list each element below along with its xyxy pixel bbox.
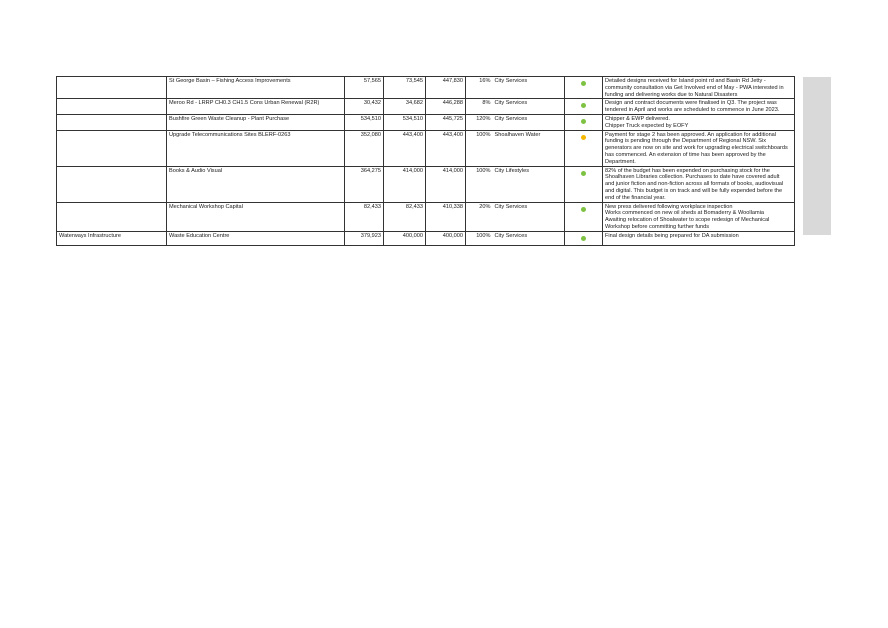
grey-side-panel bbox=[803, 77, 831, 235]
annual-budget-cell: 445,725 bbox=[426, 114, 466, 130]
ytd-budget-cell: 414,000 bbox=[384, 166, 426, 202]
commentary-line: community consultation via Get Involved end of May - PWA interested in bbox=[605, 84, 784, 91]
table-body bbox=[57, 77, 795, 246]
status-dot-icon bbox=[581, 103, 586, 108]
commentary-line: Department. bbox=[605, 158, 636, 165]
ytd-actual-cell: 352,080 bbox=[345, 130, 384, 166]
ytd-budget-cell: 400,000 bbox=[384, 231, 426, 245]
commentary-cell bbox=[603, 130, 795, 166]
percent-cell: 120% bbox=[466, 114, 493, 130]
capital-projects-table bbox=[56, 76, 795, 246]
commentary-cell bbox=[603, 231, 795, 245]
annual-budget-cell: 414,000 bbox=[426, 166, 466, 202]
status-cell bbox=[565, 202, 603, 231]
commentary-cell bbox=[603, 202, 795, 231]
commentary-line: and junior fiction and non-fiction across all formats of books, audiovisual bbox=[605, 181, 784, 188]
owner-cell: City Services bbox=[493, 99, 565, 115]
commentary-line: has commenced. An extension of time has been approved by the bbox=[605, 151, 766, 158]
commentary-line: Design and contract documents were finalised in Q3. The project was bbox=[605, 100, 777, 107]
commentary-line: generators are now on site and work for upgrading electrical switchboards bbox=[605, 145, 788, 152]
status-cell bbox=[565, 77, 603, 99]
percent-cell: 100% bbox=[466, 231, 493, 245]
owner-cell: City Lifestyles bbox=[493, 166, 565, 202]
owner-cell: City Services bbox=[493, 202, 565, 231]
project-name-cell: Waste Education Centre bbox=[167, 231, 345, 245]
commentary-line: funding is pending through the Department of Regional NSW. Six bbox=[605, 138, 767, 145]
commentary-line: Shoalhaven Libraries collection. Purchases to date have covered adult bbox=[605, 174, 780, 181]
commentary-line: tendered in April and works are scheduled to commence in June 2023. bbox=[605, 107, 780, 114]
owner-cell: City Services bbox=[493, 77, 565, 99]
commentary-line: Chipper Truck expected by EOFY bbox=[605, 122, 689, 129]
percent-cell: 100% bbox=[466, 166, 493, 202]
category-cell bbox=[57, 114, 167, 130]
project-name-cell: Bushfire Green Waste Cleanup - Plant Purchase bbox=[167, 114, 345, 130]
commentary-line: Detailed designs received for Island point rd and Basin Rd Jetty - bbox=[605, 78, 766, 84]
status-dot-icon bbox=[581, 171, 586, 176]
commentary-cell bbox=[603, 166, 795, 202]
project-name-cell: St George Basin – Fishing Access Improvements bbox=[167, 77, 345, 99]
ytd-actual-cell: 379,923 bbox=[345, 231, 384, 245]
commentary-line: and digital. This budget is on track and will be fully expended before the bbox=[605, 187, 783, 194]
status-dot-icon bbox=[581, 119, 586, 124]
project-name-cell: Upgrade Telecommunications Sites BLERF-0263 bbox=[167, 130, 345, 166]
table-row bbox=[57, 130, 795, 166]
percent-cell: 8% bbox=[466, 99, 493, 115]
project-name-cell: Meroo Rd - LRRP CH0.3 CH1.5 Cons Urban Renewal (R2R) bbox=[167, 99, 345, 115]
annual-budget-cell: 447,830 bbox=[426, 77, 466, 99]
annual-budget-cell: 400,000 bbox=[426, 231, 466, 245]
commentary-line: Workshop before committing further funds bbox=[605, 223, 710, 230]
owner-cell: City Services bbox=[493, 114, 565, 130]
category-cell bbox=[57, 130, 167, 166]
status-cell bbox=[565, 114, 603, 130]
ytd-budget-cell: 82,433 bbox=[384, 202, 426, 231]
percent-cell: 20% bbox=[466, 202, 493, 231]
owner-cell: Shoalhaven Water bbox=[493, 130, 565, 166]
ytd-actual-cell: 57,565 bbox=[345, 77, 384, 99]
annual-budget-cell: 446,288 bbox=[426, 99, 466, 115]
ytd-budget-cell: 73,545 bbox=[384, 77, 426, 99]
owner-cell: City Services bbox=[493, 231, 565, 245]
commentary-line: Awaiting relocation of Shoalwater to scope redesign of Mechanical bbox=[605, 217, 770, 224]
commentary-line: Payment for stage 2 has been approved. An application for additional bbox=[605, 131, 777, 138]
category-cell bbox=[57, 77, 167, 99]
status-cell bbox=[565, 99, 603, 115]
commentary-cell bbox=[603, 99, 795, 115]
commentary-line: 82% of the budget has been expended on purchasing stock for the bbox=[605, 167, 770, 174]
percent-cell: 16% bbox=[466, 77, 493, 99]
ytd-actual-cell: 364,275 bbox=[345, 166, 384, 202]
ytd-actual-cell: 534,510 bbox=[345, 114, 384, 130]
status-dot-icon bbox=[581, 81, 586, 86]
status-cell bbox=[565, 130, 603, 166]
table-row bbox=[57, 77, 795, 99]
category-cell bbox=[57, 202, 167, 231]
commentary-line: New press delivered following workplace inspection bbox=[605, 203, 733, 210]
commentary-cell bbox=[603, 77, 795, 99]
commentary-line: Final design details being prepared for DA submission bbox=[605, 232, 739, 239]
status-dot-icon bbox=[581, 207, 586, 212]
percent-cell: 100% bbox=[466, 130, 493, 166]
table-row bbox=[57, 202, 795, 231]
commentary-line: Chipper & EWP delivered. bbox=[605, 115, 670, 122]
category-cell bbox=[57, 99, 167, 115]
ytd-budget-cell: 534,510 bbox=[384, 114, 426, 130]
status-cell bbox=[565, 166, 603, 202]
annual-budget-cell: 410,338 bbox=[426, 202, 466, 231]
category-cell bbox=[57, 166, 167, 202]
category-cell: Waterways Infrastructure bbox=[57, 231, 167, 245]
commentary-line: end of the financial year. bbox=[605, 194, 666, 201]
commentary-cell bbox=[603, 114, 795, 130]
table-row bbox=[57, 231, 795, 245]
ytd-budget-cell: 34,682 bbox=[384, 99, 426, 115]
status-dot-icon bbox=[581, 135, 586, 140]
ytd-budget-cell: 443,400 bbox=[384, 130, 426, 166]
table-row bbox=[57, 114, 795, 130]
project-name-cell: Books & Audio Visual bbox=[167, 166, 345, 202]
annual-budget-cell: 443,400 bbox=[426, 130, 466, 166]
table-row bbox=[57, 166, 795, 202]
commentary-line: Works commenced on new oil sheds at Bomaderry & Woollamia bbox=[605, 210, 764, 217]
status-cell bbox=[565, 231, 603, 245]
commentary-line: funding and delivering works due to Natural Disasters bbox=[605, 91, 738, 98]
ytd-actual-cell: 30,432 bbox=[345, 99, 384, 115]
table-row bbox=[57, 99, 795, 115]
status-dot-icon bbox=[581, 236, 586, 241]
ytd-actual-cell: 82,433 bbox=[345, 202, 384, 231]
project-name-cell: Mechanical Workshop Capital bbox=[167, 202, 345, 231]
